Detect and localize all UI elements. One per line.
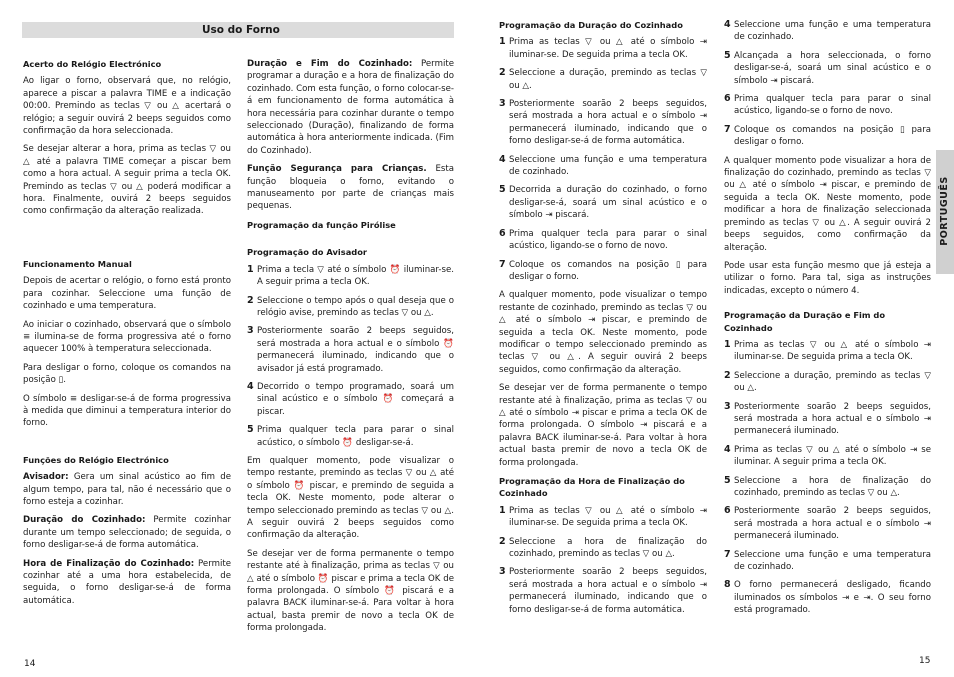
column-2 [247,58,454,641]
step-2: 2 Seleccione o tempo após o qual deseja que o relógio avise, premindo as teclas ▽ ou △. [247,294,454,318]
paragraph: Se desejar ver de forma permanente o tempo restante até à finalização, prima as teclas ▽ ou △ até o símbolo ⏰ piscar e prima a tecla OK de forma prolongada. O símbolo ⏰ piscará e a palavra BACK iluminar-se-á. Para voltar à hora actual, basta premir de novo a tecla OK de forma prolongada. [247,548,454,634]
term-text: Permite programar a duração e a hora de finalização do cozinhado. Com esta função, o forno colocar-se-á em funcionamento de forma automática à hora necessária para cozinhar durante o tempo seleccionado (Duração), finalizando de forma automática à hora anteriormente indicada. (Fim do Cozinhado). [247,59,454,156]
term-text: Gera um sinal acústico ao fim de algum tempo, para tal, não é necessário que o forno esteja a cozinhar. [23,472,231,507]
page-number-left: 14 [24,659,36,669]
paragraph: Para desligar o forno, coloque os comandos na posição ▯. [23,362,231,386]
step-2: 2 Seleccione a duração, premindo as teclas ▽ ou △. [724,369,931,394]
step-6: 6 Posteriormente soarão 2 beeps seguidos, será mostrada a hora actual e o símbolo ⇥ permanecerá iluminado. [724,505,931,542]
heading-cooking-duration: Programação da Duração do Cozinhado [499,20,683,30]
paragraph: A qualquer momento pode visualizar a hora de finalização do cozinhado, premindo as teclas ▽ ou △ até o símbolo ⇥ piscar, e premindo de seguida a tecla OK. Neste momento, pode modificar a hora de finalização seleccionada premindo as teclas ▽ ou △. A seguir ouvirá 2 beeps seguidos, como confirmação da alteração. [724,155,931,253]
step-4: 4 Prima as teclas ▽ ou △ até o símbolo ⇥ se iluminar. A seguir prima a tecla OK. [724,443,931,468]
paragraph: A qualquer momento, pode visualizar o tempo restante de cozinhado, premindo as teclas ▽ ou △ até o símbolo ⇥ piscar, e premindo de seguida a tecla OK. Neste momento, pode modificar o tempo seleccionado premindo as teclas ▽ ou △. A seguir ouvirá 2 beeps seguidos, como confirmação da alteração. [499,290,707,375]
paragraph [23,471,231,508]
term-text: Esta função bloqueia o forno, evitando o manuseamento por parte de crianças mais pequenas. [247,164,454,212]
page-title: Uso do Forno [202,24,280,36]
column-4 [724,19,931,623]
paragraph [23,514,231,551]
step-6: 6 Prima qualquer tecla para parar o sinal acústico, ligando-se o forno de novo. [499,227,707,252]
paragraph: Se desejar ver de forma permanente o tempo restante até à finalização, prima as teclas ▽ ou △ até o símbolo ⇥ piscar e prima a tecla OK de forma prolongada. O símbolo ⇥ piscará e a palavra BACK iluminar-se-á. Para voltar à hora actual basta premir de novo a tecla OK de forma prolongada. [499,383,707,468]
step-1: 1 Prima as teclas ▽ ou △ até o símbolo ⇥ iluminar-se. De seguida prima a tecla OK. [499,504,707,529]
step-4: 4 Decorrido o tempo programado, soará um sinal acústico e o símbolo ⏰ começará a piscar. [247,380,454,417]
step-3: 3 Posteriormente soarão 2 beeps seguidos, será mostrada a hora actual e o símbolo ⇥ permanecerá iluminado, indicando que o forno desligar-se-á de forma automática. [499,566,707,615]
paragraph [247,58,454,157]
step-5: 5 Alcançada a hora seleccionada, o forno desligar-se-á, soará um sinal acústico e o símbolo ⇥ piscará. [724,49,931,86]
step-4: 4 Seleccione uma função e uma temperatura de cozinhado. [499,153,707,178]
step-1: 1 Prima as teclas ▽ ou △ até o símbolo ⇥ iluminar-se. De seguida prima a tecla OK. [499,36,707,60]
term-text: Permite cozinhar durante um tempo seleccionado; de seguida, o forno desligar-se-á de forma automática. [23,515,231,551]
step-4: 4 Seleccione uma função e uma temperatura de cozinhado. [724,19,931,43]
paragraph: Ao ligar o forno, observará que, no relógio, aparece a piscar a palavra TIME e a indicação 00:00. Premindo as teclas ▽ ou △ acertará o relógio; a seguir ouvirá 2 beeps seguidos como confirmação da hora seleccionada. [23,76,231,137]
paragraph: Pode usar esta função mesmo que já esteja a utilizar o forno. Para tal, siga as instruções indicadas, excepto o número 4. [724,260,931,296]
step-5: 5 Prima qualquer tecla para parar o sinal acústico, o símbolo ⏰ desligar-se-á. [247,424,454,448]
paragraph: Ao iniciar o cozinhado, observará que o símbolo ≡ ilumina-se de forma progressiva até o forno aquecer 100% à temperatura seleccionada. [23,319,231,355]
step-3: 3 Posteriormente soarão 2 beeps seguidos, será mostrada a hora actual e o símbolo ⏰ permanecerá iluminado, indicando que o avisador já está programado. [247,325,454,374]
step-6: 6 Prima qualquer tecla para parar o sinal acústico, ligando-se o forno de novo. [724,93,931,117]
section-title-bar [22,22,454,38]
paragraph: Em qualquer momento, pode visualizar o tempo restante, premindo as teclas ▽ ou △ até o símbolo ⏰ piscar, e premindo de seguida a tecla OK. Neste momento, pode alterar o tempo seleccionado premindo as teclas ▽ ou △. A seguir ouvirá 2 beeps seguidos como confirmação da alteração. [247,455,454,541]
step-1: 1 Prima as teclas ▽ ou △ até o símbolo ⇥ iluminar-se. De seguida prima a tecla OK. [724,338,931,363]
paragraph: O símbolo ≡ desligar-se-á de forma progressiva à medida que diminui a temperatura interior do forno. [23,393,231,429]
term-label: Duração do Cozinhado: [23,515,146,526]
step-2: 2 Seleccione a hora de finalização do cozinhado, premindo as teclas ▽ ou △. [499,535,707,560]
paragraph: Se desejar alterar a hora, prima as teclas ▽ ou △ até a palavra TIME começar a piscar bem como a hora actual. A seguir prima a tecla OK. Premindo as teclas ▽ ou △ poderá modificar a hora. Finalmente, ouvirá 2 beeps seguidos como confirmação da alteração realizada. [23,144,231,217]
heading-manual-operation: Funcionamento Manual [23,258,132,269]
column-1 [23,58,231,613]
term-text: Permite cozinhar até a uma hora estabelecida, de seguida, o forno desligar-se-á de forma automática. [23,558,231,606]
step-5: 5 Seleccione a hora de finalização do cozinhado, premindo as teclas ▽ ou △. [724,474,931,498]
term-label: Avisador: [23,472,69,483]
step-5: 5 Decorrida a duração do cozinhado, o forno desligar-se-á, soará um sinal acústico e o símbolo ⇥ piscará. [499,184,707,221]
step-1: 1 Prima a tecla ▽ até o símbolo ⏰ iluminar-se. A seguir prima a tecla OK. [247,263,454,288]
term-label: Função Segurança para Crianças. [247,164,427,175]
step-8: 8 O forno permanecerá desligado, ficando iluminados os símbolos ⇥ e ⇥. O seu forno está programado. [724,579,931,616]
paragraph [247,163,454,213]
heading-pyrolysis: Programação da função Pirólise [247,219,396,230]
language-label: PORTUGUÊS [939,176,950,246]
step-7: 7 Seleccione uma função e uma temperatura de cozinhado. [724,548,931,573]
column-3 [499,19,707,622]
heading-clock-functions: Funções do Relógio Electrónico [23,454,169,465]
step-3: 3 Posteriormente soarão 2 beeps seguidos, será mostrada a hora actual e o símbolo ⇥ permanecerá iluminado. [724,400,931,437]
heading-duration-and-end: Programação da Duração e Fim do Cozinhado [724,310,886,333]
term-label: Duração e Fim do Cozinhado: [247,59,413,69]
heading-clock-setting: Acerto do Relógio Electrónico [23,59,162,69]
heading-end-time: Programação da Hora de Finalização do Cozinhado [499,476,685,499]
step-7: 7 Coloque os comandos na posição ▯ para desligar o forno. [724,123,931,148]
page-number-right: 15 [919,656,931,666]
heading-timer: Programação do Avisador [247,247,368,258]
paragraph: Depois de acertar o relógio, o forno está pronto para cozinhar. Seleccione uma função de cozinhado e uma temperatura. [23,276,231,312]
term-label: Hora de Finalização do Cozinhado: [23,558,195,569]
step-2: 2 Seleccione a duração, premindo as teclas ▽ ou △. [499,67,707,91]
language-side-tab [936,150,954,274]
step-7: 7 Coloque os comandos na posição ▯ para desligar o forno. [499,258,707,282]
paragraph [23,558,231,608]
step-3: 3 Posteriormente soarão 2 beeps seguidos, será mostrada a hora actual e o símbolo ⇥ permanecerá iluminado, indicando que o forno desligar-se-á de forma automática. [499,98,707,147]
